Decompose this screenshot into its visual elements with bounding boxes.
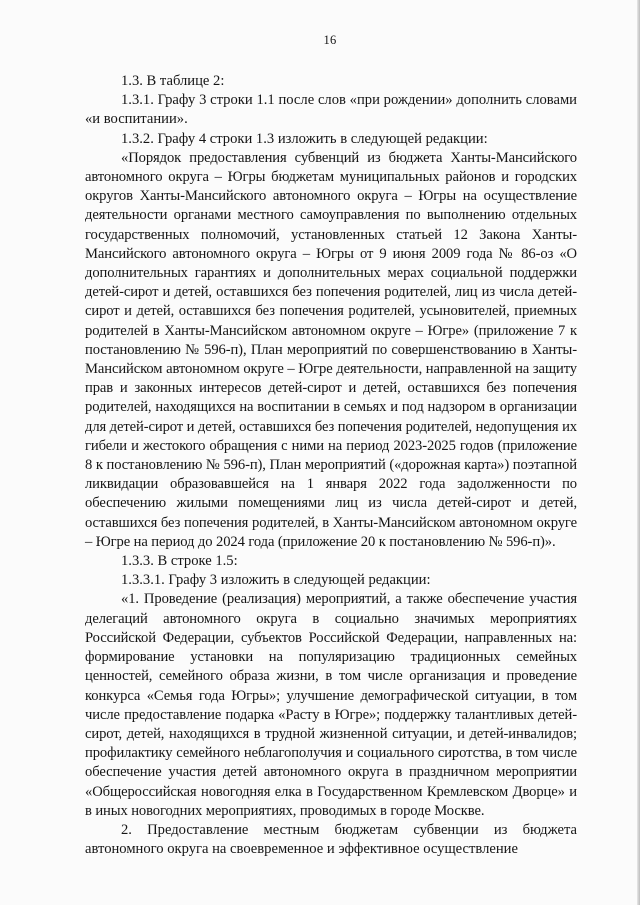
page-number: 16: [323, 33, 337, 47]
paragraph-1-3-3: 1.3.3. В строке 1.5:: [121, 553, 238, 570]
document-body: [85, 72, 577, 859]
paragraph-2: 2. Предоставление местным бюджетам субвенции из бюджета автономного округа на своевременное и эффективное осуществление: [85, 821, 577, 858]
paragraph-1-3-2: 1.3.2. Графу 4 строки 1.3 изложить в следующей редакции:: [121, 130, 488, 147]
quoted-text-column-3: «1. Проведение (реализация) мероприятий, а также обеспечение участия делегаций автономного округа в социально значимых мероприятиях Российской Федерации, субъектов Российской Федерации, направленных на: формирование установки на популяризацию традиционных семейных ценностей, семейного образа жизни, в том числе организация и проведение конкурса «Семья года Югры»; улучшение демографической ситуации, в том числе предоставление подарка «Расту в Югре»; поддержку талантливых детей-сирот, детей, находящихся в трудной жизненной ситуации, и детей-инвалидов; профилактику семейного неблагополучия и социального сиротства, в том числе обеспечение участия детей автономного округа в праздничном мероприятии «Общероссийская новогодняя елка в Государственном Кремлевском Дворце» и в иных новогодних мероприятиях, проводимых в городе Москве.: [85, 591, 577, 819]
paragraph-1-3-1: 1.3.1. Графу 3 строки 1.1 после слов «при рождении» дополнить словами «и воспитании».: [85, 92, 577, 128]
paragraph-1-3-3-1: 1.3.3.1. Графу 3 изложить в следующей редакции:: [121, 572, 431, 589]
quoted-text-column-4: «Порядок предоставления субвенций из бюджета Ханты-Мансийского автономного округа – Югры бюджетам муниципальных районов и городских округов Ханты-Мансийского автономного округа – Югры на осуществление деятельности органами местного самоуправления по выполнению отдельных государственных полномочий, установленных статьей 12 Закона Ханты-Мансийского автономного округа – Югры от 9 июня 2009 года № 86-оз «О дополнительных гарантиях и дополнительных мерах социальной поддержки детей-сирот и детей, оставшихся без попечения родителей, лиц из числа детей-сирот и детей, оставшихся без попечения родителей, усыновителей, приемных родителей в Ханты-Мансийском автономном округе – Югре» (приложение 7 к постановлению № 596-п), План мероприятий по совершенствованию в Ханты-Мансийском автономном округе – Югре деятельности, направленной на защиту прав и законных интересов детей-сирот и детей, оставшихся без попечения родителей, находящихся на воспитании в семьях и под надзором в организации для детей-сирот и детей, оставшихся без попечения родителей, недопущения их гибели и жестокого обращения с ними на период 2023-2025 годов (приложение 8 к постановлению № 596-п), План мероприятий («дорожная карта») поэтапной ликвидации образовавшейся на 1 января 2022 года задолженности по обеспечению жилыми помещениями лиц из числа детей-сирот и детей, оставшихся без попечения родителей, в Ханты-Мансийском автономном округе – Югре на период до 2024 года (приложение 20 к постановлению № 596-п)».: [85, 149, 577, 550]
paragraph-1-3: 1.3. В таблице 2:: [121, 73, 225, 89]
